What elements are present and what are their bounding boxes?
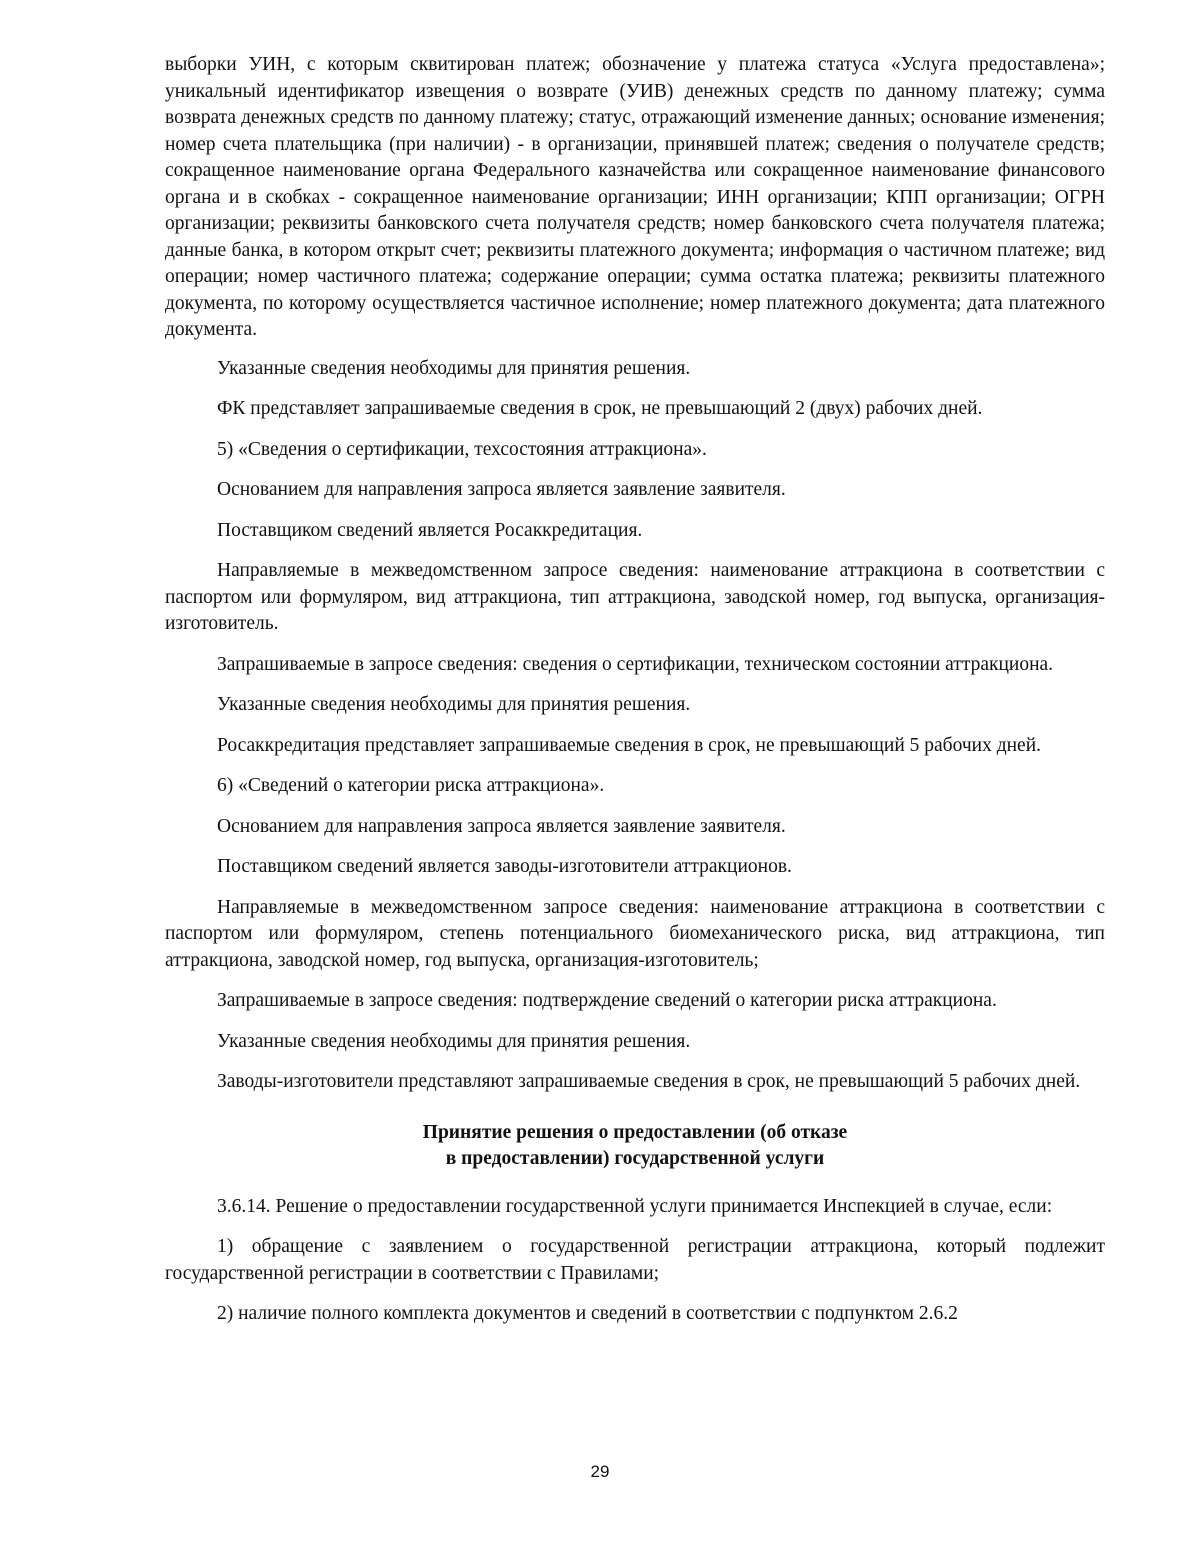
paragraph: Указанные сведения необходимы для принятия решения. — [217, 1030, 691, 1052]
paragraph-continuation: выборки УИН, с которым сквитирован платеж; обозначение у платежа статуса «Услуга предоставлена»; уникальный идентификатор извещения о возврате (УИВ) денежных средств по данному платежу; сумма возврата денежных средств по данному платежу; статус, отражающий изменение данных; основание изменения; номер счета плательщика (при наличии) - в организации, принявшей платеж; сведения о получателе средств; сокращенное наименование органа Федерального казначейства или сокращенное наименование финансового органа и в скобках - сокращенное наименование организации; ИНН организации; КПП организации; ОГРН организации; реквизиты банковского счета получателя средств; номер банковского счета получателя платежа; данные банка, в котором открыт счет; реквизиты платежного документа; информация о частичном платеже; вид операции; номер частичного платежа; содержание операции; сумма остатка платежа; реквизиты платежного документа, по которому осуществляется частичное исполнение; номер платежного документа; дата платежного документа. — [165, 54, 1105, 340]
paragraph-clause-3-6-14: 3.6.14. Решение о предоставлении государственной услуги принимается Инспекцией в случае, если: — [217, 1195, 1053, 1217]
paragraph-item-6: 6) «Сведений о категории риска аттракциона». — [217, 775, 605, 796]
page-number: 29 — [590, 1462, 610, 1481]
paragraph: Указанные сведения необходимы для принятия решения. — [217, 694, 691, 715]
paragraph: Направляемые в межведомственном запросе сведения: наименование аттракциона в соответствии с паспортом или формуляром, вид аттракциона, тип аттракциона, заводской номер, год выпуска, организация-изготовитель. — [165, 560, 1105, 634]
paragraph: Запрашиваемые в запросе сведения: подтверждение сведений о категории риска аттракциона. — [217, 990, 997, 1011]
paragraph: Заводы-изготовители представляют запрашиваемые сведения в срок, не превышающий 5 рабочих дней. — [217, 1071, 1081, 1092]
section-heading-line-1: Принятие решения о предоставлении (об отказе — [422, 1121, 848, 1143]
paragraph: Росаккредитация представляет запрашиваемые сведения в срок, не превышающий 5 рабочих дней. — [217, 734, 1042, 756]
paragraph-item-1: 1) обращение с заявлением о государственной регистрации аттракциона, который подлежит государственной регистрации в соответствии с Правилами; — [165, 1236, 1105, 1284]
paragraph: Поставщиком сведений является Росаккредитация. — [217, 519, 643, 541]
document-body — [165, 52, 1105, 1342]
section-heading-line-2: в предоставлении) государственной услуги — [445, 1147, 825, 1169]
paragraph: Основанием для направления запроса является заявление заявителя. — [217, 479, 786, 500]
paragraph-item-5: 5) «Сведения о сертификации, техсостояния аттракциона». — [217, 438, 707, 460]
paragraph: Указанные сведения необходимы для принятия решения. — [217, 357, 691, 379]
paragraph: Направляемые в межведомственном запросе сведения: наименование аттракциона в соответствии с паспортом или формуляром, степень потенциального биомеханического риска, вид аттракциона, тип аттракциона, заводской номер, год выпуска, организация-изготовитель; — [165, 896, 1105, 971]
paragraph: Основанием для направления запроса является заявление заявителя. — [217, 815, 786, 837]
paragraph-item-2: 2) наличие полного комплекта документов и сведений в соответствии с подпунктом 2.6.2 — [217, 1303, 958, 1324]
paragraph: Запрашиваемые в запросе сведения: сведения о сертификации, техническом состоянии аттракциона. — [217, 653, 1054, 675]
section-heading — [165, 1120, 1105, 1172]
paragraph: ФК представляет запрашиваемые сведения в срок, не превышающий 2 (двух) рабочих дней. — [217, 398, 983, 419]
paragraph: Поставщиком сведений является заводы-изготовители аттракционов. — [217, 856, 792, 877]
